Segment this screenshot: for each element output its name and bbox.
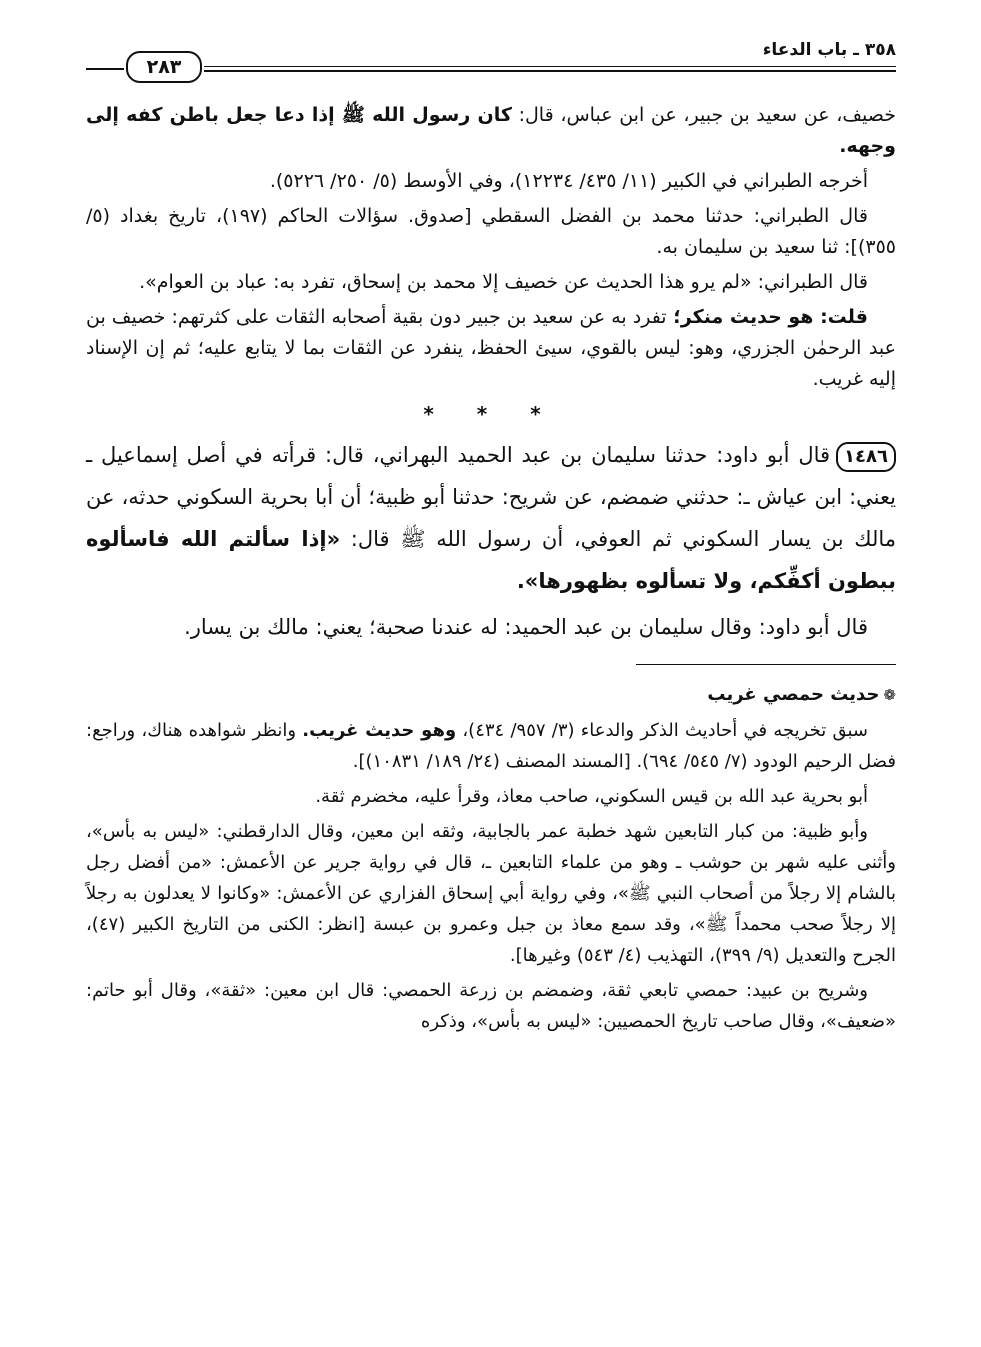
footnote-paragraph: وشريح بن عبيد: حمصي تابعي ثقة، وضمضم بن زرعة الحمصي: قال ابن معين: «ثقة»، وقال أبو حاتم: «ضعيف»، وقال صاحب تاريخ الحمصيين: «ليس به بأس»، وذكره bbox=[86, 980, 896, 1032]
footnote-paragraph bbox=[86, 715, 896, 777]
flower-icon: ❁ bbox=[883, 686, 896, 704]
header-rule bbox=[204, 66, 896, 67]
page-header bbox=[86, 38, 896, 82]
header-rule-left bbox=[86, 68, 124, 70]
footnote-separator bbox=[636, 664, 896, 665]
footnote-paragraph: أبو بحرية عبد الله بن قيس السكوني، صاحب معاذ، وقرأ عليه، مخضرم ثقة. bbox=[315, 786, 868, 807]
paragraph bbox=[86, 302, 896, 395]
chapter-title: ٣٥٨ ـ باب الدعاء bbox=[762, 40, 896, 60]
paragraph: أخرجه الطبراني في الكبير (١١/ ٤٣٥/ ١٢٢٣٤)، وفي الأوسط (٥/ ٢٥٠/ ٥٢٢٦). bbox=[269, 170, 868, 192]
page-number: ٢٨٣ bbox=[126, 51, 202, 83]
bold-text: قلت: هو حديث منكر؛ bbox=[666, 306, 868, 328]
bold-text: كان رسول الله ﷺ إذا دعا جعل باطن كفه إلى وجهه. bbox=[86, 104, 896, 157]
text-span: خصيف، عن سعيد بن جبير، عن ابن عباس، قال: bbox=[511, 104, 896, 126]
hadith-number-badge: ١٤٨٦ bbox=[836, 442, 896, 472]
text-span: وانظر شواهده هناك، وراجع: فضل الرحيم الودود (٧/ ٥٤٥/ ٦٩٤). [المسند المصنف (٢٤/ ١٨٩/ ١٠٨٣١)]. bbox=[86, 720, 896, 772]
text-span: تفرد به عن سعيد بن جبير دون بقية أصحابه الثقات على كثرتهم: خصيف بن عبد الرحمٰن الجزري، وهو: ليس بالقوي، سيئ الحفظ، ينفرد عن الثقات بما لا يتابع عليه؛ ثم إن الإسناد إليه غريب. bbox=[86, 306, 896, 390]
body-text bbox=[86, 100, 896, 1041]
hadith-paragraph bbox=[86, 434, 896, 602]
paragraph bbox=[86, 100, 896, 162]
footnote-title-text: حديث حمصي غريب bbox=[707, 684, 880, 705]
footnote-title bbox=[86, 679, 896, 711]
section-separator-stars: * * * bbox=[423, 402, 559, 426]
paragraph: قال الطبراني: «لم يرو هذا الحديث عن خصيف إلا محمد بن إسحاق، تفرد به: عباد بن العوام». bbox=[139, 271, 868, 293]
bold-text: وهو حديث غريب. bbox=[302, 720, 457, 741]
text-span: سبق تخريجه في أحاديث الذكر والدعاء (٣/ ٩٥٧/ ٤٣٤)، bbox=[456, 720, 868, 741]
paragraph: قال الطبراني: حدثنا محمد بن الفضل السقطي [صدوق. سؤالات الحاكم (١٩٧)، تاريخ بغداد (٥/ ٣٥٥)]: ثنا سعيد بن سليمان به. bbox=[86, 205, 896, 258]
page bbox=[86, 30, 896, 1340]
text-span: قال أبو داود: حدثنا سليمان بن عبد الحميد البهراني، قال: قرأته في أصل إسماعيل ـ يعني: ابن عياش ـ: حدثني ضمضم، عن شريح: حدثنا أبو ظبية؛ أن أبا بحرية السكوني حدثه، عن مالك بن يسار السكوني ثم العوفي، أن رسول الله ﷺ قال: bbox=[86, 443, 896, 551]
hadith-block bbox=[86, 434, 896, 648]
hadith-paragraph: قال أبو داود: وقال سليمان بن عبد الحميد: له عندنا صحبة؛ يعني: مالك بن يسار. bbox=[184, 615, 868, 639]
footnote-block bbox=[86, 679, 896, 1037]
bold-text: «إذا سألتم الله فاسألوه ببطون أكفِّكم، ولا تسألوه بظهورها». bbox=[86, 527, 896, 593]
header-rule-thick bbox=[204, 70, 896, 72]
footnote-paragraph: وأبو ظبية: من كبار التابعين شهد خطبة عمر بالجابية، وثقه ابن معين، وقال الدارقطني: «ليس به بأس»، وأثنى عليه شهر بن حوشب ـ وهو من علماء التابعين ـ، قال في رواية جرير عن الأعمش: «من أفضل رجل بالشام إلا رجلاً من أصحاب النبي ﷺ»، وفي رواية أبي إسحاق الفزاري عن الأعمش: «وكانوا لا يعدلون به رجلاً إلا رجلاً صحب محمداً ﷺ»، وقد سمع معاذ بن جبل وعمرو بن عبسة [انظر: الكنى من التاريخ الكبير (٤٧)، الجرح والتعديل (٩/ ٣٩٩)، التهذيب (٤/ ٥٤٣) وغيرها]. bbox=[86, 821, 896, 966]
